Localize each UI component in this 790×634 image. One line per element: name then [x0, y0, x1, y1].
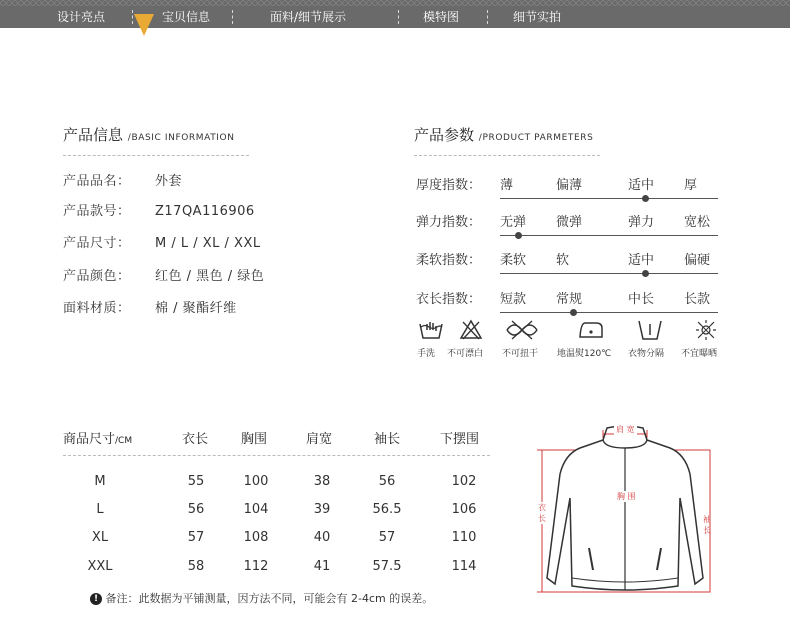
no-sun-dry-icon: [694, 318, 718, 342]
product-params-title-cn: 产品参数: [414, 126, 475, 144]
table-cell: 112: [243, 559, 269, 574]
nav-pattern: [0, 0, 790, 6]
param-option: 中长: [628, 292, 655, 307]
info-row-sku: [63, 200, 255, 219]
info-value: 棉 / 聚酯纤维: [155, 301, 237, 316]
nav-active-marker: [134, 14, 154, 36]
info-value: Z17QA116906: [155, 204, 255, 219]
nav-separator: [487, 10, 488, 24]
table-header-chest: 胸围: [241, 432, 268, 447]
table-row-size: XXL: [87, 559, 113, 574]
care-label: 不可漂白: [447, 349, 484, 359]
param-label: 衣长指数：: [416, 292, 482, 307]
table-cell: 57: [378, 530, 396, 545]
param-option: 长款: [684, 292, 711, 307]
param-scale-line: [500, 312, 718, 313]
table-cell: 38: [313, 474, 331, 489]
nav-item-design[interactable]: 设计亮点: [57, 10, 106, 24]
param-scale-line: [500, 273, 718, 274]
no-bleach-icon: [459, 318, 483, 342]
no-wring-icon: [504, 318, 540, 342]
param-indicator-dot: [515, 232, 522, 239]
alert-icon: !: [90, 593, 102, 605]
table-header-hem: 下摆围: [440, 432, 480, 447]
param-option: 宽松: [684, 215, 711, 230]
care-label: 衣物分隔: [628, 349, 665, 359]
table-cell: 41: [313, 559, 331, 574]
table-header-size: [63, 428, 132, 447]
length-label: 衣 长: [538, 503, 546, 523]
param-label: 柔软指数：: [416, 253, 482, 268]
table-header-shoulder: 肩宽: [306, 432, 333, 447]
nav-item-product-info[interactable]: 宝贝信息: [162, 10, 211, 24]
param-option: 适中: [628, 178, 655, 193]
info-row-color: [63, 265, 264, 284]
param-option: 薄: [500, 178, 514, 193]
divider: [63, 455, 490, 456]
table-cell: 58: [187, 559, 205, 574]
param-option: 适中: [628, 253, 655, 268]
info-row-name: [63, 170, 182, 189]
nav-item-detail[interactable]: 细节实拍: [513, 10, 562, 24]
table-cell: 56.5: [372, 502, 402, 517]
nav-separator: [398, 10, 399, 24]
table-header-label: 商品尺寸: [63, 432, 116, 447]
size-note: [90, 590, 433, 606]
divider: [414, 155, 600, 156]
param-option: 弹力: [628, 215, 655, 230]
table-header-sleeve: 袖长: [374, 432, 401, 447]
param-option: 偏硬: [684, 253, 711, 268]
product-info-title-en: BASIC INFORMATION: [131, 133, 235, 143]
param-option: 无弹: [500, 215, 527, 230]
divider: [63, 155, 249, 156]
param-indicator-dot: [642, 195, 649, 202]
param-option: 柔软: [500, 253, 527, 268]
table-cell: 110: [451, 530, 477, 545]
param-option: 厚: [684, 178, 698, 193]
shoulder-label: 肩 宽: [616, 425, 635, 434]
info-value: 外套: [155, 174, 183, 189]
nav-item-fabric[interactable]: 面料/细节展示: [270, 10, 347, 24]
product-params-title: 产品参数 /PRODUCT PARMETERS: [414, 126, 594, 144]
info-label: 面料材质：: [63, 301, 131, 316]
table-unit: /CM: [115, 436, 133, 446]
table-cell: 56: [378, 474, 396, 489]
table-cell: 102: [451, 474, 477, 489]
info-label: 产品品名：: [63, 174, 131, 189]
param-scale-line: [500, 235, 718, 236]
nav-item-model[interactable]: 模特图: [423, 10, 460, 24]
table-cell: 100: [243, 474, 269, 489]
param-option: 偏薄: [556, 178, 583, 193]
nav-separator: [232, 10, 233, 24]
size-note-text: 备注：此数据为平铺测量，因方法不同，可能会有 2-4cm 的误差。: [105, 592, 434, 605]
care-label: 不宜曝晒: [681, 349, 718, 359]
iron-low-icon: [576, 318, 606, 342]
table-cell: 104: [243, 502, 269, 517]
info-label: 产品尺寸：: [63, 236, 131, 251]
product-info-title-cn: 产品信息: [63, 126, 124, 144]
product-params-title-en: PRODUCT PARMETERS: [482, 133, 594, 143]
care-icons: [416, 318, 726, 362]
table-cell: 57.5: [372, 559, 402, 574]
info-label: 产品颜色：: [63, 269, 131, 284]
param-label: 弹力指数：: [416, 215, 482, 230]
param-option: 软: [556, 253, 570, 268]
care-label: 不可扭干: [502, 349, 539, 359]
chest-label: 胸 围: [617, 492, 636, 501]
table-cell: 56: [187, 502, 205, 517]
care-label: 地温熨120℃: [557, 349, 612, 359]
sleeve-label: 袖 长: [703, 515, 711, 535]
info-label: 产品款号：: [63, 204, 131, 219]
info-row-material: [63, 297, 237, 316]
param-scale-line: [500, 198, 718, 199]
table-cell: 108: [243, 530, 269, 545]
param-indicator-dot: [570, 309, 577, 316]
table-cell: 40: [313, 530, 331, 545]
nav-separator: [132, 10, 133, 24]
wash-separately-icon: [636, 318, 664, 342]
care-label: 手洗: [417, 349, 436, 359]
table-row-size: M: [94, 474, 106, 489]
product-info-title: 产品信息 /BASIC INFORMATION: [63, 126, 235, 144]
table-cell: 39: [313, 502, 331, 517]
table-cell: 106: [451, 502, 477, 517]
info-value: M / L / XL / XXL: [155, 236, 261, 251]
table-cell: 55: [187, 474, 205, 489]
table-header-length: 衣长: [182, 432, 209, 447]
param-option: 微弹: [556, 215, 583, 230]
table-cell: 114: [451, 559, 477, 574]
table-cell: 57: [187, 530, 205, 545]
param-option: 短款: [500, 292, 527, 307]
table-row-size: XL: [91, 530, 109, 545]
param-option: 常规: [556, 292, 583, 307]
param-label: 厚度指数：: [416, 178, 482, 193]
info-value: 红色 / 黑色 / 绿色: [155, 269, 265, 284]
jacket-diagram: [525, 418, 725, 604]
info-row-size: [63, 232, 261, 251]
param-indicator-dot: [642, 270, 649, 277]
table-row-size: L: [96, 502, 104, 517]
hand-wash-icon: [418, 318, 444, 342]
